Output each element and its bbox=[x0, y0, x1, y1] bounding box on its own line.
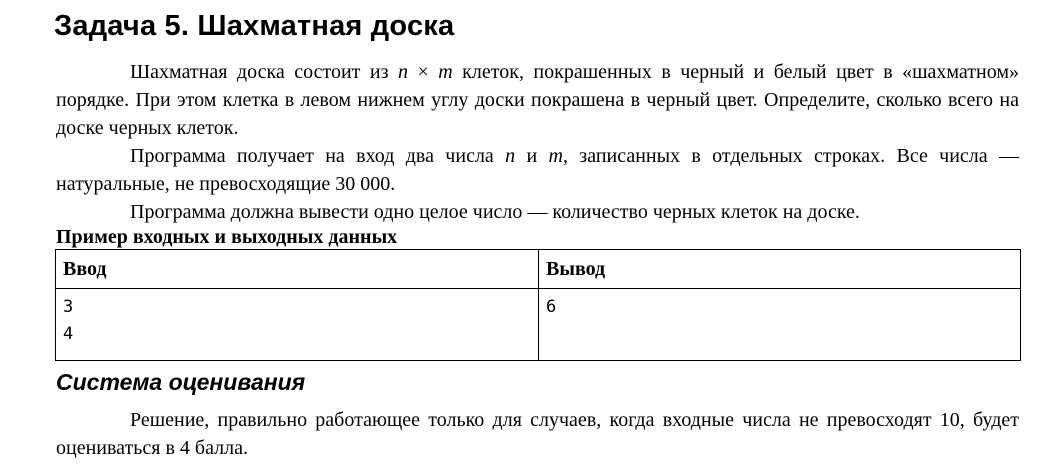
statement-paragraph-2 bbox=[56, 142, 1019, 198]
statement-text: Программа получает на вход два числа bbox=[130, 145, 506, 167]
statement-text: и bbox=[515, 145, 549, 167]
grading-title: Система оценивания bbox=[56, 369, 306, 395]
example-heading: Пример входных и выходных данных bbox=[56, 226, 398, 248]
input-cell bbox=[56, 289, 539, 361]
output-column-header: Вывод bbox=[539, 250, 1021, 289]
times-symbol: × bbox=[408, 61, 439, 83]
output-cell bbox=[539, 289, 1021, 361]
statement-text: Шахматная доска состоит из bbox=[130, 61, 398, 83]
grading-paragraph: Решение, правильно работающее только для случаев, когда входные числа не превосходят 10, будет оцениваться в 4 балла. bbox=[56, 409, 1019, 459]
variable-n: n bbox=[505, 145, 516, 167]
example-table bbox=[55, 249, 1021, 361]
statement-paragraph-1 bbox=[56, 58, 1019, 142]
variable-m: m bbox=[438, 61, 453, 83]
variable-m: m bbox=[548, 145, 563, 167]
variable-n: n bbox=[398, 61, 408, 83]
table-header-row bbox=[56, 250, 1021, 289]
statement-text: , записанных в отдельных строках. Все числа — натуральные, не превосходящие 30 000. bbox=[56, 145, 1020, 195]
statement-text: клеток, покрашенных в черный и белый цвет в «шахматном» порядке. При этом клетка в левом нижнем углу доски покрашена в черный цвет. Определите, сколько всего на доске черных клеток. bbox=[56, 61, 1020, 139]
input-line: 4 bbox=[63, 324, 74, 344]
statement-paragraph-3: Программа должна вывести одно целое число — количество черных клеток на доске. bbox=[130, 201, 860, 223]
input-column-header: Ввод bbox=[56, 250, 539, 289]
input-line: 3 bbox=[63, 297, 74, 317]
output-line: 6 bbox=[546, 297, 557, 317]
task-title: Задача 5. Шахматная доска bbox=[54, 10, 455, 42]
table-row bbox=[56, 289, 1021, 361]
